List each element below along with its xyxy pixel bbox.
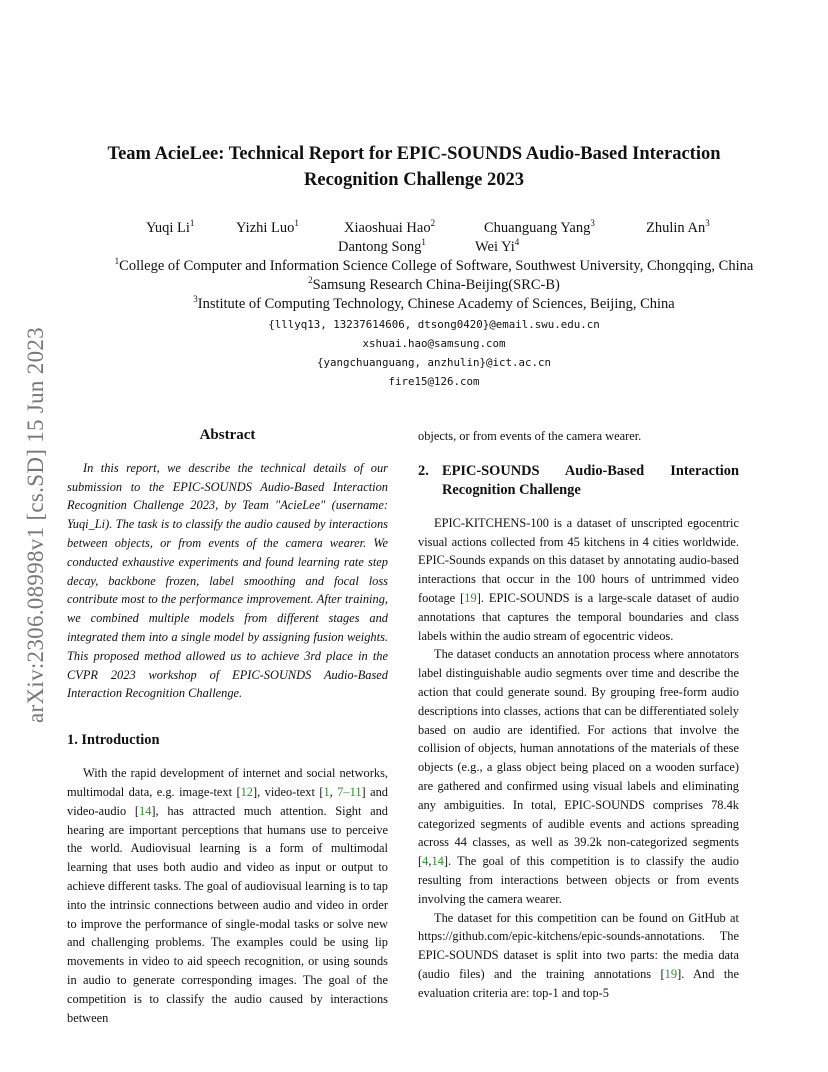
abstract-heading: Abstract: [199, 427, 256, 443]
section-2-paragraph-3: The dataset for this competition can be found on GitHub at https://github.com/epic-kitchens/epic-sounds-annotations. The EPIC-SOUNDS dataset is split into two parts: the media data (audio files) and the training annotations [19]. And the evaluation criteria are: top-1 and top-5: [418, 910, 739, 1000]
citation-14[interactable]: 14: [431, 854, 444, 869]
arxiv-identifier: arXiv:2306.08998v1 [cs.SD] 15 Jun 2023: [23, 327, 48, 723]
author-yuqi-li: Yuqi Li$^1$: [146, 218, 195, 236]
citation-19[interactable]: 19: [464, 590, 477, 605]
arxiv-stamp: [12, 290, 60, 760]
email-line-4: fire15@126.com: [388, 375, 480, 388]
author-wei-yi: Wei Yi$^4$: [475, 237, 520, 255]
author-xiaoshuai-hao: Xiaoshuai Hao$^2$: [344, 218, 436, 236]
section-1-heading: 1. Introduction: [67, 732, 160, 749]
citation-7-11[interactable]: 7–11: [337, 784, 362, 799]
section-2-title-line-2: Recognition Challenge: [442, 481, 581, 498]
intro-paragraph: With the rapid development of internet and social networks, multimodal data, e.g. image-text [12], video-text [1, 7–11] and video-audio [14], has attracted much attention. Sight and hearing are important perceptions that humans use to perceive the world. Audiovisual learning is a form of multimodal learning that uses both audio and video as input or output to achieve different tasks. The goal of audiovisual learning is to tap into the intrinsic connections between audio and video in order to improve the performance of single-modal tasks or solve new and challenging problems. The examples could be using lip movements in video to aid speech recognition, or using sounds in audio to generate corresponding images. The goal of the competition is to classify the audio caused by interactions between: [67, 766, 389, 1025]
email-line-3: {yangchuanguang, anzhulin}@ict.ac.cn: [316, 356, 551, 369]
left-column: [67, 426, 388, 1027]
citation-14[interactable]: 14: [139, 803, 152, 818]
citation-19[interactable]: 19: [664, 966, 678, 981]
right-column: [418, 427, 739, 1003]
affiliation-2: $^2$Samsung Research China-Beijing(SRC-B): [308, 275, 560, 293]
section-2-heading: [418, 462, 739, 500]
title-line-1: Team AcieLee: Technical Report for EPIC-SOUNDS Audio-Based Interaction: [107, 144, 721, 164]
citation-12[interactable]: 12: [240, 784, 253, 799]
title-line-2: Recognition Challenge 2023: [304, 170, 524, 190]
citation-4[interactable]: 4: [422, 854, 429, 869]
citation-1[interactable]: 1: [323, 784, 330, 799]
email-line-1: {lllyq13, 13237614606, dtsong0420}@email.swu.edu.cn: [268, 318, 600, 331]
continued-text: objects, or from events of the camera wearer.: [418, 429, 642, 443]
affiliation-1: $^1$College of Computer and Information Science College of Software, Southwest University, Chongqing, China: [114, 256, 754, 274]
section-2-number: 2.: [418, 462, 429, 479]
section-2-paragraph-1: EPIC-KITCHENS-100 is a dataset of unscripted egocentric visual actions collected from 45 kitchens in 4 cities worldwide. EPIC-Sounds expands on this dataset by annotating audio-based interactions that occur in the 100 hours of untrimmed video footage [19]. EPIC-SOUNDS is a large-scale dataset of audio annotations that captures the temporal boundaries and class labels within the audio stream of egocentric videos.: [418, 515, 739, 643]
section-2-paragraph-2: The dataset conducts an annotation process where annotators label distinguishable audio segments over time and describe the action that could generate sound. By grouping free-form audio descriptions into classes, actions that can be differentiated solely based on audio are identified. For actions that involve the collision of objects, human annotations of the materials of these objects (e.g., a glass object being placed on a wooden surface) are gathered and confirmed using visual labels and eliminating any ambiguities. In total, EPIC-SOUNDS comprises 78.4k categorized segments of audible events and actions spreading across 44 classes, as well as 39.2k non-categorized segments [4,14]. The goal of this competition is to classify the audio resulting from interactions between objects or from events involving the camera wearer.: [418, 647, 739, 906]
author-zhulin-an: Zhulin An$^3$: [646, 218, 710, 236]
affiliation-3: $^3$Institute of Computing Technology, Chinese Academy of Sciences, Beijing, China: [193, 294, 675, 312]
paper-title: [60, 141, 768, 193]
author-yizhi-luo: Yizhi Luo$^1$: [236, 218, 299, 236]
email-line-2: xshuai.hao@samsung.com: [362, 337, 506, 350]
section-2-title-line-1: EPIC-SOUNDS Audio-Based Interaction: [442, 462, 739, 479]
abstract-text: In this report, we describe the technical details of our submission to the EPIC-SOUNDS Audio-Based Interaction Recognition Challenge 2023, by Team "AcieLee" (username: Yuqi_Li). The task is to classify the audio caused by interactions between objects, or from events of the camera wearer. We conducted exhaustive experiments and found learning rate step decay, backbone frozen, label smoothing and focal loss contribute most to the performance improvement. After training, we combined multiple models from different stages and integrated them into a single model by assigning fusion weights. This proposed method allowed us to achieve 3rd place in the CVPR 2023 workshop of EPIC-SOUNDS Audio-Based Interaction Recognition Challenge.: [67, 460, 388, 701]
author-chuanguang-yang: Chuanguang Yang$^3$: [484, 218, 595, 236]
author-dantong-song: Dantong Song$^1$: [338, 237, 426, 255]
